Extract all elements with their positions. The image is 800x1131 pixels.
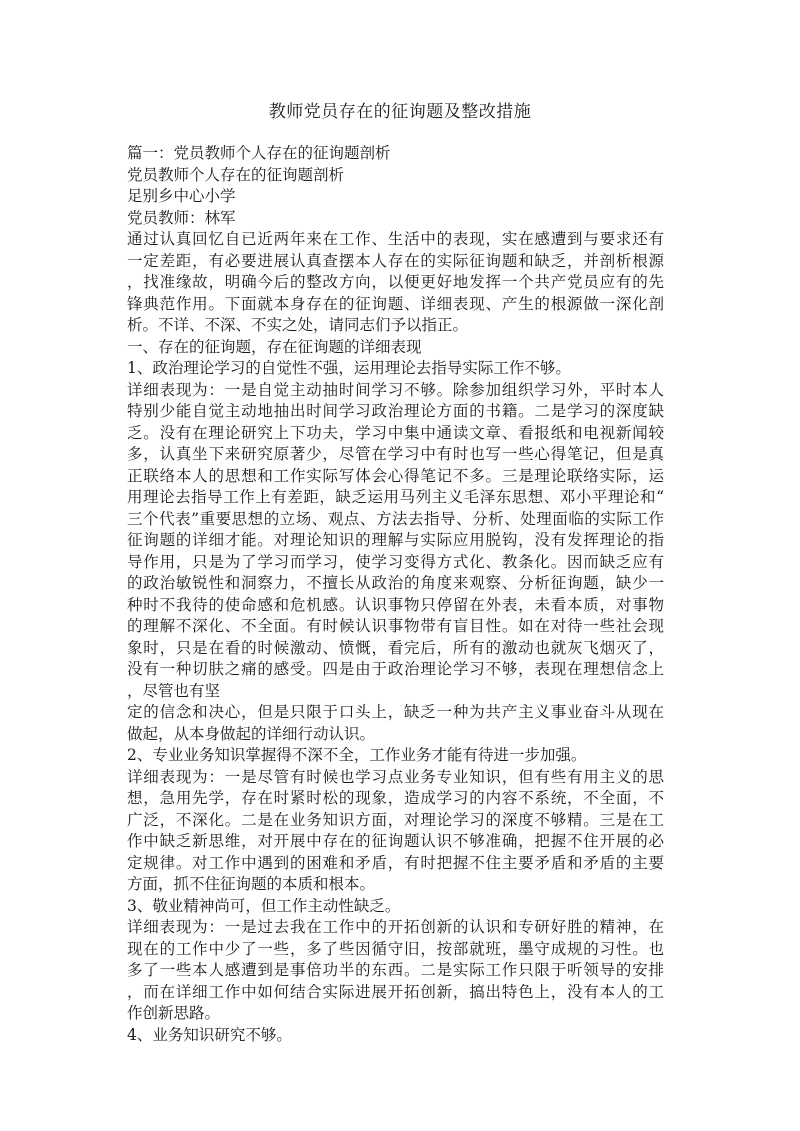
text-line: 乏。没有在理论研究上下功夫，学习中集中通读文章、看报纸和电视新闻较 [127,423,664,442]
text-line: 4、业务知识研究不够。 [127,1025,292,1044]
text-line: 的理解不深化、不全面。有时候认识事物带有盲目性。如在对待一些社会现 [127,617,664,635]
text-line: 锋典范作用。下面就本身存在的征询题、详细表现、产生的根源做一深化剖 [127,294,664,313]
text-line: 正联络本人的思想和工作实际写体会心得笔记不多。三是理论联络实际，运 [127,466,664,485]
text-line: 篇一：党员教师个人存在的征询题剖析 [127,144,391,162]
text-line: 通过认真回忆自已近两年来在工作、生活中的表现，实在感遭到与要求还有 [127,230,664,248]
document-title: 教师党员存在的征询题及整改措施 [268,102,532,122]
text-line: 没有一种切肤之痛的感受。四是由于政治理论学习不够，表现在理想信念上 [127,660,664,678]
text-line: 象时，只是在看的时候激动、愤慨，看完后，所有的激动也就灰飞烟灭了， [127,638,664,657]
text-line: 现在的工作中少了一些，多了些因循守旧，按部就班，墨守成规的习性。也 [127,939,664,958]
text-line: 三个代表”重要思想的立场、观点、方法去指导、分析、处理面临的实际工作 [127,509,664,528]
text-line: 定规律。对工作中遇到的困难和矛盾，有时把握不住主要矛盾和矛盾的主要 [127,853,664,872]
text-line: 足别乡中心小学 [127,187,236,205]
text-line: 用理论去指导工作上有差距，缺乏运用马列主义毛泽东思想、邓小平理论和“ [127,488,664,506]
text-line: 多了一些本人感遭到是事倍功半的东西。二是实际工作只限于听领导的安排 [127,961,664,979]
text-line: 一、存在的征询题，存在征询题的详细表现 [127,337,422,356]
text-line: ，而在详细工作中如何结合实际进展开拓创新，搞出特色上，没有本人的工 [127,982,664,1001]
text-line: 党员教师个人存在的征询题剖析 [127,165,345,184]
text-line: 多，认真坐下来研究原著少，尽管在学习中有时也写一些心得笔记，但是真 [127,445,664,463]
text-line: 党员教师：林军 [127,208,236,227]
text-line: ，找准缘故，明确今后的整改方向，以便更好地发挥一个共产党员应有的先 [127,273,664,291]
text-line: 析。不详、不深、不实之处，请同志们予以指正。 [127,316,469,334]
text-line: ，尽管也有坚 [127,681,221,700]
text-line: 作创新思路。 [127,1004,221,1022]
text-line: 广泛，不深化。二是在业务知识方面，对理论学习的深度不够精。三是在工 [127,810,664,829]
text-line: 详细表现为：一是过去我在工作中的开拓创新的认识和专研好胜的精神，在 [127,918,664,936]
text-line: 特别少能自觉主动地抽出时间学习政治理论方面的书籍。二是学习的深度缺 [127,402,664,420]
text-line: 的政治敏锐性和洞察力，不擅长从政治的角度来观察、分析征询题，缺少一 [127,574,664,592]
text-line: 详细表现为：一是尽管有时候也学习点业务专业知识，但有些有用主义的思 [127,767,664,786]
text-line: 导作用，只是为了学习而学习，使学习变得方式化、教条化。因而缺乏应有 [127,552,664,571]
text-line: 种时不我待的使命感和危机感。认识事物只停留在外表，未看本质，对事物 [127,595,664,614]
text-line: 作中缺乏新思维，对开展中存在的征询题认识不够准确，把握不住开展的必 [127,832,664,850]
text-line: 详细表现为：一是自觉主动抽时间学习不够。除参加组织学习外，平时本人 [127,380,664,399]
text-line: 2、专业业务知识掌握得不深不全，工作业务才能有待进一步加强。 [127,746,587,764]
text-line: 想，急用先学，存在时紧时松的现象，造成学习的内容不系统，不全面，不 [127,789,664,807]
text-line: 1、政治理论学习的自觉性不强，运用理论去指导实际工作不够。 [127,359,571,377]
text-line: 做起，从本身做起的详细行动认识。 [127,724,376,743]
text-line: 征询题的详细才能。对理论知识的理解与实际应用脱钩，没有发挥理论的指 [127,531,664,549]
text-line: 3、敬业精神尚可，但工作主动性缺乏。 [127,896,401,915]
text-line: 定的信念和决心，但是只限于口头上，缺乏一种为共产主义事业奋斗从现在 [127,703,664,721]
text-line: 方面，抓不住征询题的本质和根本。 [127,875,376,893]
text-line: 一定差距，有必要进展认真查摆本人存在的实际征询题和缺乏，并剖析根源 [127,251,664,270]
document-body [127,143,664,1046]
